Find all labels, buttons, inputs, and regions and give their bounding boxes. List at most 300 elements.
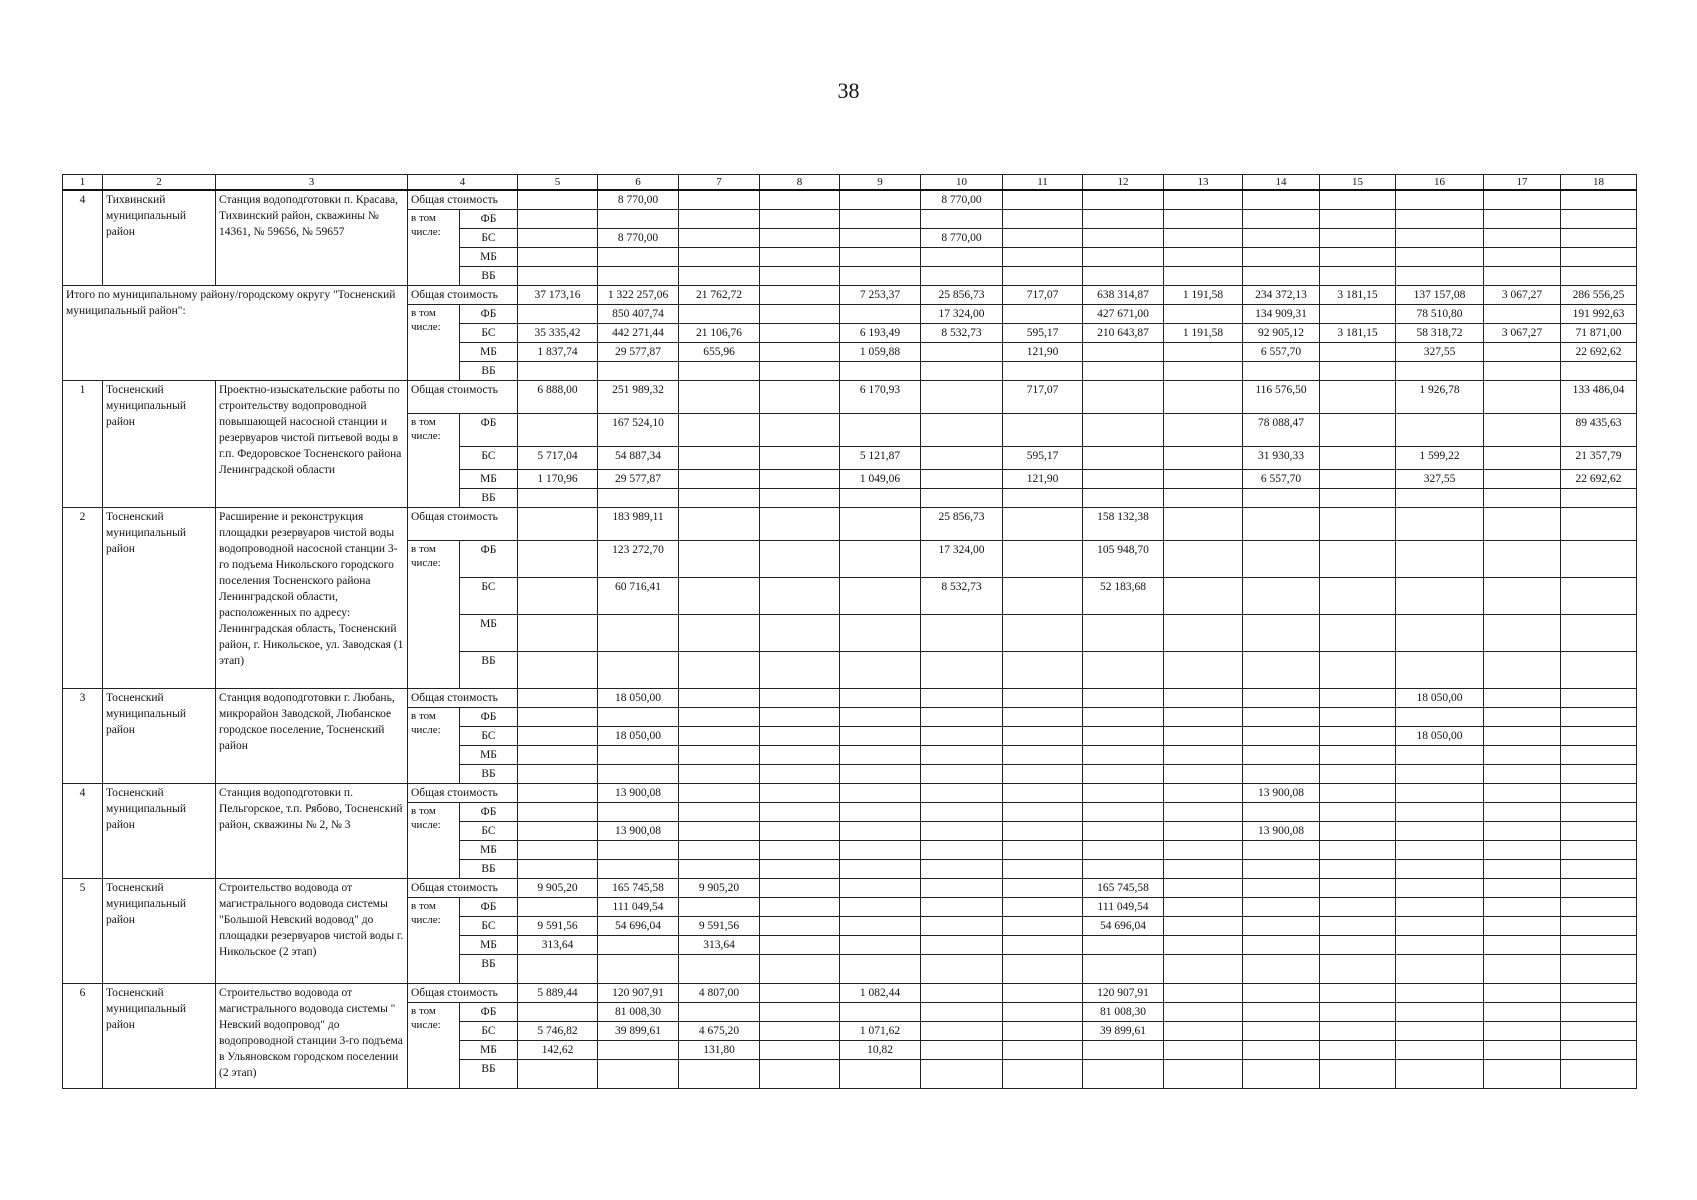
amount-cell bbox=[598, 955, 679, 984]
amount-cell bbox=[679, 447, 760, 470]
amount-cell: 120 907,91 bbox=[1083, 984, 1164, 1003]
project-name: Расширение и реконструкция площадки резервуаров чистой воды водопроводной насосной станции 3-го подъема Никольского городского поселения Тосненского района Ленинградской области, расположенных по адресу: Ленинградская область, Тосненский район, г. Никольское, ул. Заводская (1 этап) bbox=[216, 508, 408, 689]
amount-cell bbox=[760, 689, 840, 708]
amount-cell: 13 900,08 bbox=[1243, 822, 1320, 841]
amount-cell: 1 191,58 bbox=[1164, 324, 1243, 343]
amount-cell bbox=[598, 1041, 679, 1060]
total-label: Итого по муниципальному району/городскому округу "Тосненский муниципальный район": bbox=[63, 286, 408, 381]
amount-cell: 137 157,08 bbox=[1396, 286, 1484, 305]
amount-cell bbox=[760, 414, 840, 447]
amount-cell bbox=[921, 489, 1003, 508]
amount-cell bbox=[1164, 190, 1243, 210]
amount-cell: 6 193,49 bbox=[840, 324, 921, 343]
amount-cell bbox=[1561, 746, 1637, 765]
amount-cell bbox=[1396, 210, 1484, 229]
amount-cell bbox=[1561, 879, 1637, 898]
amount-cell bbox=[1484, 841, 1561, 860]
amount-cell bbox=[1320, 470, 1396, 489]
amount-cell bbox=[1083, 652, 1164, 689]
fund-label: ВБ bbox=[460, 955, 518, 984]
amount-cell: 158 132,38 bbox=[1083, 508, 1164, 541]
amount-cell bbox=[1396, 267, 1484, 286]
amount-cell: 210 643,87 bbox=[1083, 324, 1164, 343]
amount-cell: 31 930,33 bbox=[1243, 447, 1320, 470]
amount-cell bbox=[760, 615, 840, 652]
amount-cell bbox=[1003, 362, 1083, 381]
amount-cell bbox=[1484, 362, 1561, 381]
amount-cell: 5 889,44 bbox=[518, 984, 598, 1003]
amount-cell bbox=[1164, 879, 1243, 898]
amount-cell bbox=[1561, 936, 1637, 955]
amount-cell: 7 253,37 bbox=[840, 286, 921, 305]
amount-cell bbox=[518, 803, 598, 822]
amount-cell bbox=[1003, 508, 1083, 541]
amount-cell: 8 770,00 bbox=[598, 229, 679, 248]
amount-cell: 313,64 bbox=[518, 936, 598, 955]
amount-cell bbox=[1003, 229, 1083, 248]
amount-cell bbox=[598, 652, 679, 689]
amount-cell bbox=[1164, 447, 1243, 470]
project-row bbox=[63, 984, 1637, 1003]
total-cost-label: Общая стоимость bbox=[408, 381, 518, 414]
amount-cell bbox=[1164, 305, 1243, 324]
amount-cell bbox=[598, 860, 679, 879]
fund-label: МБ bbox=[460, 615, 518, 652]
including-label: в том числе: bbox=[408, 803, 460, 879]
amount-cell bbox=[840, 362, 921, 381]
amount-cell bbox=[1083, 765, 1164, 784]
amount-cell bbox=[1003, 765, 1083, 784]
amount-cell bbox=[1484, 541, 1561, 578]
amount-cell: 81 008,30 bbox=[1083, 1003, 1164, 1022]
amount-cell bbox=[760, 765, 840, 784]
amount-cell bbox=[760, 955, 840, 984]
amount-cell bbox=[1083, 414, 1164, 447]
amount-cell bbox=[1003, 652, 1083, 689]
amount-cell bbox=[1484, 689, 1561, 708]
amount-cell bbox=[840, 190, 921, 210]
amount-cell: 8 770,00 bbox=[921, 229, 1003, 248]
amount-cell: 18 050,00 bbox=[1396, 689, 1484, 708]
amount-cell: 21 357,79 bbox=[1561, 447, 1637, 470]
amount-cell bbox=[1243, 841, 1320, 860]
amount-cell bbox=[1164, 917, 1243, 936]
amount-cell bbox=[679, 381, 760, 414]
amount-cell bbox=[1243, 210, 1320, 229]
amount-cell bbox=[1243, 229, 1320, 248]
amount-cell bbox=[1484, 822, 1561, 841]
amount-cell: 81 008,30 bbox=[598, 1003, 679, 1022]
amount-cell: 121,90 bbox=[1003, 343, 1083, 362]
amount-cell bbox=[921, 381, 1003, 414]
amount-cell bbox=[1396, 765, 1484, 784]
amount-cell: 1 059,88 bbox=[840, 343, 921, 362]
amount-cell bbox=[1164, 508, 1243, 541]
amount-cell bbox=[1243, 190, 1320, 210]
amount-cell bbox=[598, 489, 679, 508]
project-name: Строительство водовода от магистрального водовода системы " Невский водопровод" до водопроводной станции 3-го подъема в Ульяновском городском поселении (2 этап) bbox=[216, 984, 408, 1089]
amount-cell bbox=[840, 229, 921, 248]
amount-cell bbox=[1243, 1060, 1320, 1089]
column-number: 1 bbox=[63, 175, 103, 191]
fund-label: ФБ bbox=[460, 414, 518, 447]
amount-cell bbox=[760, 343, 840, 362]
amount-cell bbox=[1320, 229, 1396, 248]
amount-cell bbox=[1164, 984, 1243, 1003]
amount-cell bbox=[1320, 936, 1396, 955]
amount-cell bbox=[1003, 541, 1083, 578]
amount-cell bbox=[1484, 508, 1561, 541]
amount-cell bbox=[1561, 822, 1637, 841]
amount-cell bbox=[1164, 652, 1243, 689]
amount-cell bbox=[1083, 841, 1164, 860]
amount-cell bbox=[518, 508, 598, 541]
amount-cell bbox=[1561, 362, 1637, 381]
amount-cell: 60 716,41 bbox=[598, 578, 679, 615]
amount-cell bbox=[598, 746, 679, 765]
amount-cell bbox=[1164, 955, 1243, 984]
amount-cell bbox=[840, 727, 921, 746]
amount-cell bbox=[1561, 917, 1637, 936]
project-name: Проектно-изыскательские работы по строительству водопроводной повышающей насосной станции и резервуаров чистой питьевой воды в г.п. Федоровское Тосненского района Ленинградской области bbox=[216, 381, 408, 508]
amount-cell: 6 888,00 bbox=[518, 381, 598, 414]
fund-label: ВБ bbox=[460, 860, 518, 879]
amount-cell bbox=[1083, 248, 1164, 267]
amount-cell bbox=[1083, 190, 1164, 210]
amount-cell bbox=[921, 414, 1003, 447]
amount-cell bbox=[1484, 727, 1561, 746]
amount-cell bbox=[840, 1003, 921, 1022]
amount-cell bbox=[760, 898, 840, 917]
amount-cell bbox=[1484, 447, 1561, 470]
amount-cell: 25 856,73 bbox=[921, 508, 1003, 541]
amount-cell: 6 170,93 bbox=[840, 381, 921, 414]
amount-cell bbox=[1164, 708, 1243, 727]
amount-cell bbox=[1003, 1003, 1083, 1022]
amount-cell bbox=[1396, 917, 1484, 936]
amount-cell bbox=[518, 765, 598, 784]
amount-cell: 850 407,74 bbox=[598, 305, 679, 324]
amount-cell bbox=[1164, 765, 1243, 784]
amount-cell bbox=[840, 414, 921, 447]
project-name: Станция водоподготовки п. Пельгорское, т.п. Рябово, Тосненский район, скважины № 2, № 3 bbox=[216, 784, 408, 879]
amount-cell bbox=[1484, 746, 1561, 765]
amount-cell bbox=[1396, 578, 1484, 615]
amount-cell bbox=[1320, 615, 1396, 652]
amount-cell bbox=[679, 578, 760, 615]
amount-cell: 37 173,16 bbox=[518, 286, 598, 305]
investment-program-table bbox=[62, 174, 1637, 1089]
amount-cell bbox=[679, 305, 760, 324]
amount-cell: 1 322 257,06 bbox=[598, 286, 679, 305]
amount-cell bbox=[840, 765, 921, 784]
fund-label: БС bbox=[460, 578, 518, 615]
amount-cell bbox=[1484, 879, 1561, 898]
amount-cell bbox=[518, 955, 598, 984]
amount-cell bbox=[760, 267, 840, 286]
amount-cell bbox=[1396, 955, 1484, 984]
amount-cell: 123 272,70 bbox=[598, 541, 679, 578]
amount-cell bbox=[921, 784, 1003, 803]
amount-cell: 6 557,70 bbox=[1243, 343, 1320, 362]
amount-cell: 165 745,58 bbox=[1083, 879, 1164, 898]
amount-cell bbox=[1083, 727, 1164, 746]
amount-cell bbox=[518, 652, 598, 689]
amount-cell bbox=[921, 917, 1003, 936]
amount-cell: 1 082,44 bbox=[840, 984, 921, 1003]
amount-cell bbox=[1243, 362, 1320, 381]
amount-cell bbox=[921, 1022, 1003, 1041]
amount-cell bbox=[1243, 1022, 1320, 1041]
amount-cell bbox=[1164, 841, 1243, 860]
district-name: Тосненский муниципальный район bbox=[103, 879, 216, 984]
amount-cell bbox=[679, 860, 760, 879]
amount-cell: 1 191,58 bbox=[1164, 286, 1243, 305]
column-number-row bbox=[63, 175, 1637, 191]
fund-label: ВБ bbox=[460, 652, 518, 689]
column-number: 15 bbox=[1320, 175, 1396, 191]
amount-cell bbox=[1396, 984, 1484, 1003]
amount-cell bbox=[921, 248, 1003, 267]
amount-cell: 18 050,00 bbox=[1396, 727, 1484, 746]
amount-cell: 327,55 bbox=[1396, 343, 1484, 362]
amount-cell bbox=[840, 689, 921, 708]
amount-cell bbox=[518, 210, 598, 229]
amount-cell bbox=[1320, 841, 1396, 860]
project-row bbox=[63, 381, 1637, 414]
amount-cell bbox=[679, 489, 760, 508]
amount-cell bbox=[1561, 1003, 1637, 1022]
amount-cell: 638 314,87 bbox=[1083, 286, 1164, 305]
amount-cell: 183 989,11 bbox=[598, 508, 679, 541]
amount-cell: 120 907,91 bbox=[598, 984, 679, 1003]
amount-cell bbox=[1396, 860, 1484, 879]
amount-cell bbox=[518, 746, 598, 765]
amount-cell bbox=[840, 652, 921, 689]
amount-cell bbox=[1083, 267, 1164, 286]
amount-cell: 54 887,34 bbox=[598, 447, 679, 470]
amount-cell: 17 324,00 bbox=[921, 305, 1003, 324]
amount-cell bbox=[598, 362, 679, 381]
amount-cell bbox=[1003, 248, 1083, 267]
amount-cell: 1 049,06 bbox=[840, 470, 921, 489]
amount-cell bbox=[679, 414, 760, 447]
amount-cell bbox=[1320, 822, 1396, 841]
amount-cell: 165 745,58 bbox=[598, 879, 679, 898]
amount-cell bbox=[1003, 1022, 1083, 1041]
project-row bbox=[63, 689, 1637, 708]
amount-cell bbox=[1320, 414, 1396, 447]
amount-cell bbox=[598, 267, 679, 286]
amount-cell bbox=[1484, 305, 1561, 324]
amount-cell bbox=[1396, 362, 1484, 381]
amount-cell bbox=[1003, 727, 1083, 746]
amount-cell bbox=[518, 727, 598, 746]
amount-cell bbox=[760, 470, 840, 489]
amount-cell bbox=[921, 746, 1003, 765]
amount-cell bbox=[1083, 936, 1164, 955]
fund-label: МБ bbox=[460, 936, 518, 955]
amount-cell bbox=[760, 508, 840, 541]
amount-cell bbox=[1561, 784, 1637, 803]
page-number: 38 bbox=[837, 78, 860, 103]
amount-cell bbox=[598, 210, 679, 229]
amount-cell bbox=[679, 652, 760, 689]
amount-cell bbox=[1320, 578, 1396, 615]
amount-cell bbox=[840, 267, 921, 286]
column-number: 10 bbox=[921, 175, 1003, 191]
amount-cell bbox=[1561, 267, 1637, 286]
row-number: 6 bbox=[63, 984, 103, 1089]
total-cost-label: Общая стоимость bbox=[408, 286, 518, 305]
district-name: Тосненский муниципальный район bbox=[103, 784, 216, 879]
amount-cell bbox=[760, 879, 840, 898]
amount-cell: 8 770,00 bbox=[598, 190, 679, 210]
amount-cell bbox=[1396, 784, 1484, 803]
fund-label: БС bbox=[460, 727, 518, 746]
amount-cell bbox=[760, 248, 840, 267]
column-number: 12 bbox=[1083, 175, 1164, 191]
amount-cell bbox=[1320, 689, 1396, 708]
amount-cell bbox=[1243, 879, 1320, 898]
amount-cell bbox=[1561, 689, 1637, 708]
amount-cell bbox=[1484, 190, 1561, 210]
column-number: 18 bbox=[1561, 175, 1637, 191]
amount-cell bbox=[840, 248, 921, 267]
row-number: 4 bbox=[63, 784, 103, 879]
amount-cell bbox=[1320, 746, 1396, 765]
fund-label: ВБ bbox=[460, 1060, 518, 1089]
total-cost-label: Общая стоимость bbox=[408, 784, 518, 803]
amount-cell bbox=[760, 190, 840, 210]
amount-cell bbox=[1243, 508, 1320, 541]
amount-cell: 5 121,87 bbox=[840, 447, 921, 470]
amount-cell bbox=[1561, 898, 1637, 917]
amount-cell bbox=[598, 615, 679, 652]
district-name: Тихвинский муниципальный район bbox=[103, 190, 216, 286]
amount-cell bbox=[840, 1060, 921, 1089]
amount-cell bbox=[1243, 746, 1320, 765]
amount-cell: 191 992,63 bbox=[1561, 305, 1637, 324]
amount-cell bbox=[518, 305, 598, 324]
including-label: в том числе: bbox=[408, 210, 460, 286]
amount-cell bbox=[1561, 652, 1637, 689]
amount-cell bbox=[1320, 879, 1396, 898]
amount-cell bbox=[1484, 1022, 1561, 1041]
amount-cell bbox=[1396, 746, 1484, 765]
fund-label: МБ bbox=[460, 248, 518, 267]
amount-cell bbox=[1243, 708, 1320, 727]
amount-cell bbox=[1243, 803, 1320, 822]
amount-cell bbox=[1003, 305, 1083, 324]
amount-cell bbox=[1243, 267, 1320, 286]
amount-cell bbox=[1243, 898, 1320, 917]
amount-cell bbox=[760, 984, 840, 1003]
amount-cell: 29 577,87 bbox=[598, 470, 679, 489]
amount-cell bbox=[518, 708, 598, 727]
amount-cell bbox=[1484, 936, 1561, 955]
amount-cell: 21 106,76 bbox=[679, 324, 760, 343]
row-number: 5 bbox=[63, 879, 103, 984]
total-cost-label: Общая стоимость bbox=[408, 689, 518, 708]
amount-cell bbox=[1003, 936, 1083, 955]
amount-cell bbox=[921, 708, 1003, 727]
amount-cell bbox=[1003, 689, 1083, 708]
amount-cell bbox=[1243, 578, 1320, 615]
amount-cell bbox=[679, 708, 760, 727]
amount-cell: 6 557,70 bbox=[1243, 470, 1320, 489]
amount-cell bbox=[1003, 898, 1083, 917]
amount-cell bbox=[679, 822, 760, 841]
amount-cell bbox=[1003, 615, 1083, 652]
amount-cell bbox=[1561, 508, 1637, 541]
including-label: в том числе: bbox=[408, 898, 460, 984]
amount-cell bbox=[1484, 267, 1561, 286]
amount-cell bbox=[760, 784, 840, 803]
amount-cell bbox=[679, 765, 760, 784]
amount-cell bbox=[760, 305, 840, 324]
amount-cell bbox=[1083, 1041, 1164, 1060]
fund-label: БС bbox=[460, 324, 518, 343]
project-row bbox=[63, 190, 1637, 210]
amount-cell bbox=[760, 541, 840, 578]
amount-cell bbox=[1484, 652, 1561, 689]
amount-cell bbox=[1320, 210, 1396, 229]
amount-cell: 9 591,56 bbox=[679, 917, 760, 936]
amount-cell bbox=[1484, 765, 1561, 784]
amount-cell bbox=[1083, 955, 1164, 984]
amount-cell bbox=[1320, 1041, 1396, 1060]
amount-cell bbox=[518, 489, 598, 508]
amount-cell bbox=[1083, 470, 1164, 489]
column-number: 14 bbox=[1243, 175, 1320, 191]
amount-cell: 17 324,00 bbox=[921, 541, 1003, 578]
amount-cell bbox=[1561, 803, 1637, 822]
amount-cell bbox=[840, 746, 921, 765]
amount-cell bbox=[679, 1060, 760, 1089]
amount-cell bbox=[1320, 860, 1396, 879]
amount-cell bbox=[518, 248, 598, 267]
amount-cell bbox=[1561, 229, 1637, 248]
amount-cell bbox=[1320, 447, 1396, 470]
including-label: в том числе: bbox=[408, 541, 460, 689]
amount-cell bbox=[1561, 765, 1637, 784]
amount-cell bbox=[921, 860, 1003, 879]
amount-cell bbox=[760, 210, 840, 229]
row-number: 2 bbox=[63, 508, 103, 689]
amount-cell bbox=[921, 343, 1003, 362]
amount-cell bbox=[1320, 955, 1396, 984]
amount-cell bbox=[1320, 917, 1396, 936]
amount-cell bbox=[518, 898, 598, 917]
column-number: 9 bbox=[840, 175, 921, 191]
amount-cell bbox=[1003, 210, 1083, 229]
amount-cell: 427 671,00 bbox=[1083, 305, 1164, 324]
amount-cell bbox=[1561, 210, 1637, 229]
amount-cell: 13 900,08 bbox=[598, 784, 679, 803]
amount-cell bbox=[1320, 305, 1396, 324]
total-cost-label: Общая стоимость bbox=[408, 984, 518, 1003]
amount-cell bbox=[760, 652, 840, 689]
amount-cell bbox=[1561, 615, 1637, 652]
amount-cell bbox=[679, 615, 760, 652]
amount-cell bbox=[1484, 955, 1561, 984]
fund-label: ВБ bbox=[460, 765, 518, 784]
amount-cell bbox=[518, 190, 598, 210]
amount-cell bbox=[760, 917, 840, 936]
amount-cell bbox=[679, 362, 760, 381]
amount-cell bbox=[1083, 860, 1164, 879]
